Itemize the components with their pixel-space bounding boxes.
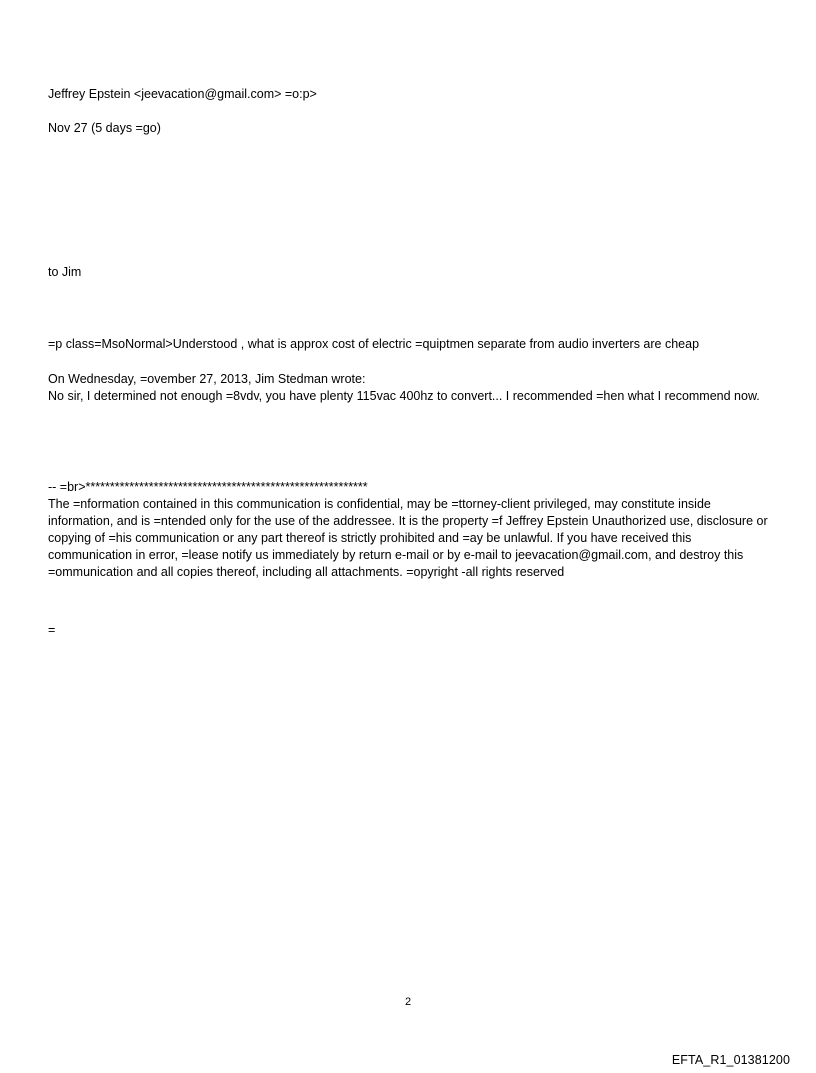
confidentiality-disclaimer: The =nformation contained in this communication is confidential, may be =ttorney-client privileged, may constitute inside information, and is =ntended only for the use of the addressee. It is the property =f Jeffrey Epstein Unauthorized use, disclosure or copying of =his communication or any part thereof is strictly prohibited and =ay be unlawful. If you have received this communication in error, =lease notify us immediately by return e-mail or by e-mail to jeevacation@gmail.com, and destroy this =ommunication and all copies thereof, including all attachments. =opyright -all rights reserved bbox=[48, 497, 768, 579]
sender-line: Jeffrey Epstein <jeevacation@gmail.com> =o:p> bbox=[48, 87, 317, 101]
recipient-line: to Jim bbox=[48, 265, 82, 279]
document-id: EFTA_R1_01381200 bbox=[671, 1053, 790, 1067]
quote-body: No sir, I determined not enough =8vdv, you have plenty 115vac 400hz to convert... I recommended =hen what I recommend now. bbox=[48, 389, 760, 403]
reply-text: =p class=MsoNormal>Understood , what is approx cost of electric =quiptmen separate from audio inverters are cheap bbox=[48, 337, 700, 351]
quote-header: On Wednesday, =ovember 27, 2013, Jim Stedman wrote: bbox=[48, 372, 366, 386]
date-line: Nov 27 (5 days =go) bbox=[48, 121, 161, 135]
trailing-character: = bbox=[48, 623, 56, 637]
page-number: 2 bbox=[404, 996, 412, 1008]
signature-separator: -- =br>********************************************************** bbox=[48, 480, 368, 494]
